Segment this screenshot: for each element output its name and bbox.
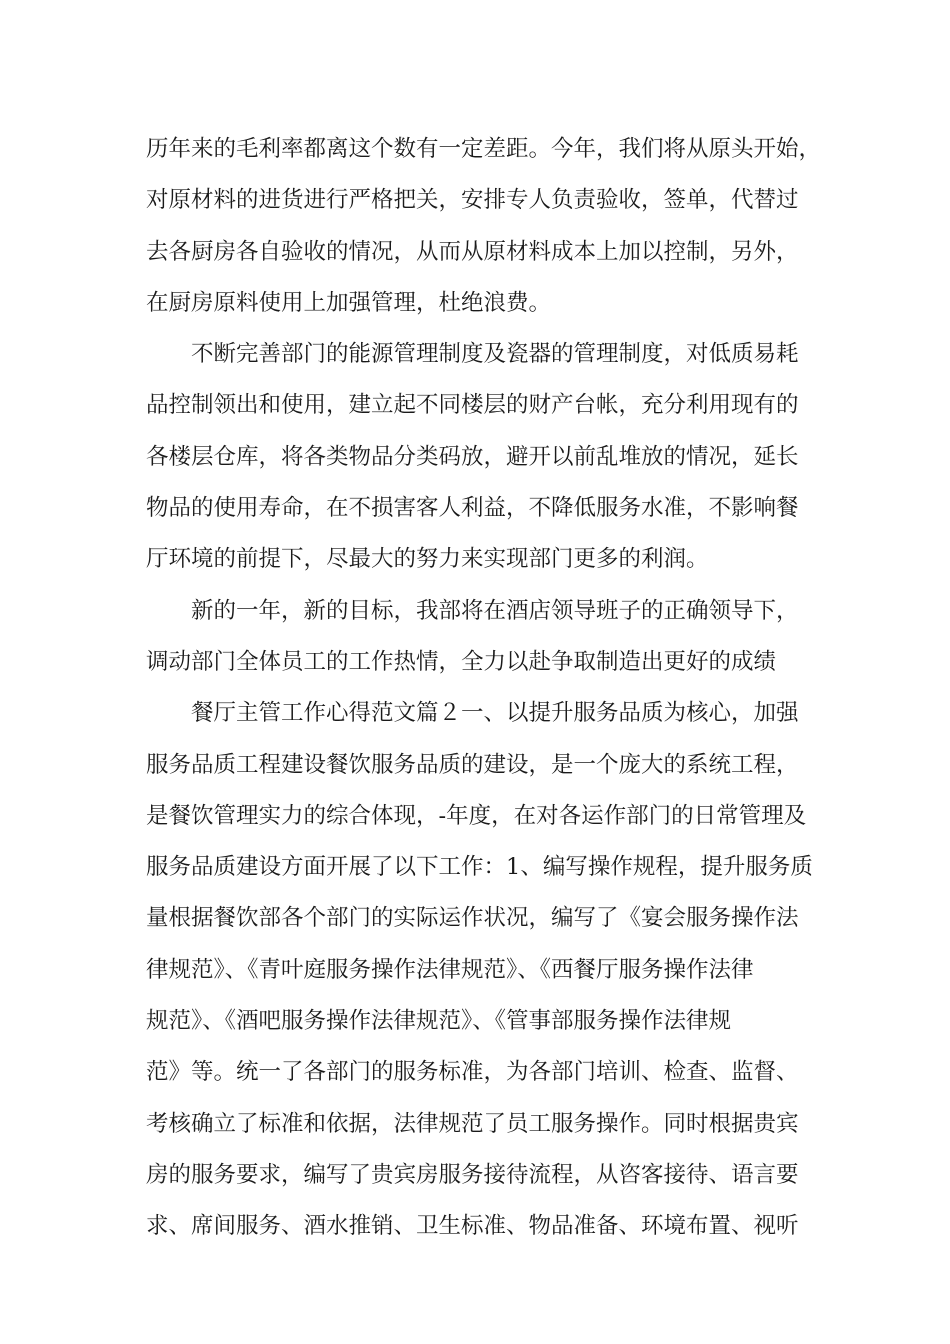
text-line: 各楼层仓库，将各类物品分类码放，避开以前乱堆放的情况，延长 xyxy=(146,443,799,470)
text-line: 是餐饮管理实力的综合体现，-年度，在对各运作部门的日常管理及 xyxy=(146,802,807,829)
text-line: 考核确立了标准和依据，法律规范了员工服务操作。同时根据贵宾 xyxy=(146,1110,799,1137)
text-line: 历年来的毛利率都离这个数有一定差距。今年，我们将从原头开始， xyxy=(146,136,822,162)
text-line: 调动部门全体员工的工作热情，全力以赴争取制造出更好的成绩 xyxy=(146,648,777,675)
text-line: 品控制领出和使用，建立起不同楼层的财产台帐，充分利用现有的 xyxy=(146,392,799,419)
text-line: 不断完善部门的能源管理制度及瓷器的管理制度，对低质易耗 xyxy=(191,341,799,368)
text-line: 对原材料的进货进行严格把关，安排专人负责验收，签单，代替过 xyxy=(146,187,799,214)
text-line: 餐厅主管工作心得范文篇２一、以提升服务品质为核心，加强 xyxy=(191,700,799,727)
text-line: 物品的使用寿命，在不损害客人利益，不降低服务水准，不影响餐 xyxy=(146,495,799,522)
text-line: 律规范》、《青叶庭服务操作法律规范》、《西餐厅服务操作法律 xyxy=(146,956,754,983)
text-line: 在厨房原料使用上加强管理，杜绝浪费。 xyxy=(146,289,552,316)
document-body xyxy=(146,124,836,1253)
text-line: 求、席间服务、酒水推销、卫生标准、物品准备、环境布置、视听 xyxy=(146,1213,799,1240)
text-line: 规范》、《酒吧服务操作法律规范》、《管事部服务操作法律规 xyxy=(146,1008,732,1035)
text-line: 服务品质工程建设餐饮服务品质的建设，是一个庞大的系统工程， xyxy=(146,751,799,778)
text-line: 服务品质建设方面开展了以下工作：1、编写操作规程，提升服务质 xyxy=(146,854,813,881)
text-line: 量根据餐饮部各个部门的实际运作状况，编写了《宴会服务操作法 xyxy=(146,905,799,932)
text-line: 去各厨房各自验收的情况，从而从原材料成本上加以控制，另外， xyxy=(146,238,799,265)
text-line: 房的服务要求，编写了贵宾房服务接待流程，从咨客接待、语言要 xyxy=(146,1161,799,1188)
text-line: 新的一年，新的目标，我部将在酒店领导班子的正确领导下， xyxy=(191,597,799,624)
text-line: 厅环境的前提下，尽最大的努力来实现部门更多的利润。 xyxy=(146,546,709,573)
text-line: 范》等。统一了各部门的服务标准，为各部门培训、检查、监督、 xyxy=(146,1059,799,1086)
